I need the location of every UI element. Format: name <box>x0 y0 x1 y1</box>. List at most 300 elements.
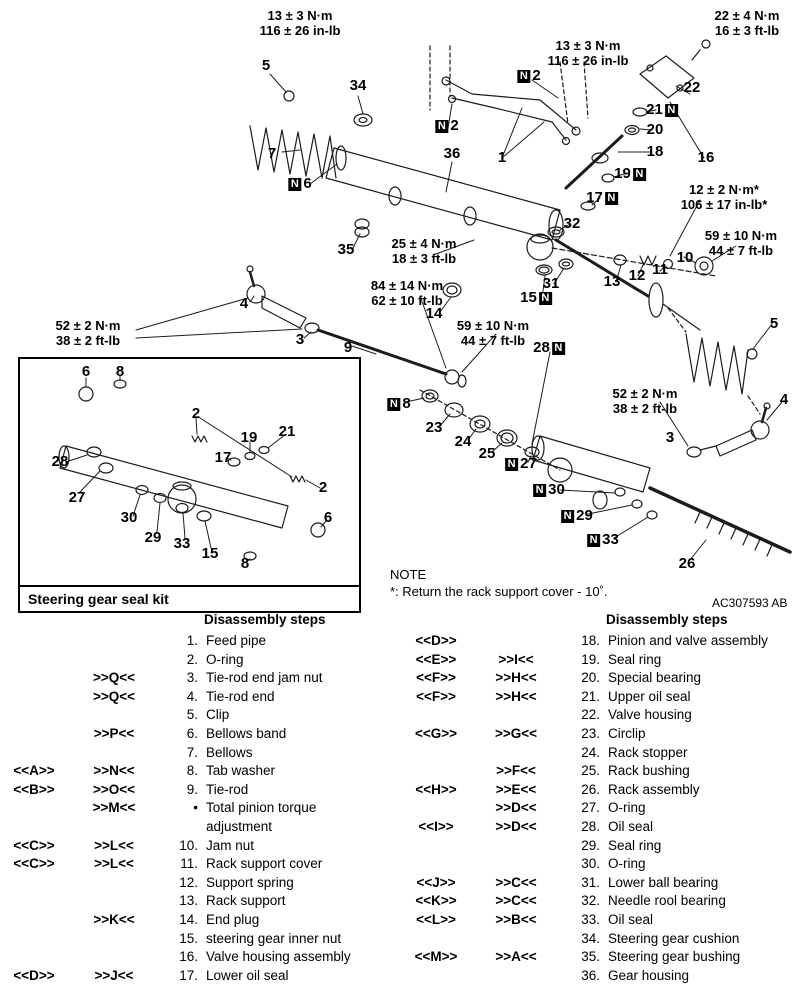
item-name: Tie-rod end <box>206 688 275 704</box>
new-part-marker: N <box>533 484 546 497</box>
item-name: Valve housing <box>608 707 692 723</box>
item-number: 25. <box>581 763 600 779</box>
item-number: 6. <box>186 725 198 741</box>
parts-list-row <box>404 762 803 781</box>
torque-label: 59 ± 10 N·m 44 ± 7 ft-lb <box>456 318 530 348</box>
callout-15 <box>202 546 219 562</box>
item-name: Feed pipe <box>206 633 267 648</box>
callout-1 <box>498 150 506 166</box>
item-name: Tie-rod <box>206 781 249 797</box>
step-pre-marker: <<G>> <box>414 725 458 741</box>
step-post-marker: >>E<< <box>495 781 537 797</box>
step-post-marker: >>H<< <box>495 688 537 704</box>
step-pre-marker: <<H>> <box>415 781 457 797</box>
callout-6 <box>288 176 311 192</box>
callout-number: 36 <box>443 145 461 162</box>
step-pre-marker <box>404 799 468 818</box>
step-pre-marker <box>2 651 66 670</box>
parts-list-row <box>404 651 803 670</box>
callout-11 <box>652 262 668 278</box>
item-number: 7. <box>186 744 198 760</box>
item-name: End plug <box>206 911 260 927</box>
callout-6 <box>324 510 332 526</box>
item-number: 24. <box>581 744 600 760</box>
item-number: 21. <box>581 688 600 704</box>
torque-label: 25 ± 4 N·m 18 ± 3 ft-lb <box>391 236 457 266</box>
callout-number: 26 <box>678 555 696 572</box>
step-pre-marker: <<J>> <box>416 874 456 890</box>
step-pre-marker: <<D>> <box>415 633 457 648</box>
step-pre-marker: <<F>> <box>416 688 456 704</box>
callout-number: 11 <box>652 261 668 278</box>
callout-24 <box>455 434 472 450</box>
callout-36 <box>444 146 461 162</box>
step-post-marker: >>D<< <box>495 818 537 834</box>
parts-list-left-rows <box>2 632 402 985</box>
item-name: Rack stopper <box>608 744 688 760</box>
step-pre-marker <box>2 948 66 967</box>
item-name: Rack support cover <box>206 856 323 872</box>
step-post-marker: >>P<< <box>93 725 135 741</box>
item-name: Oil seal <box>608 818 654 834</box>
callout-number: 3 <box>665 429 675 446</box>
parts-list-row <box>404 948 803 967</box>
step-pre-marker: <<I>> <box>418 818 454 834</box>
step-pre-marker <box>2 688 66 707</box>
item-number: 9. <box>186 781 198 797</box>
step-pre-marker: <<B>> <box>13 781 55 797</box>
parts-list-left <box>2 610 402 985</box>
parts-list-row <box>2 799 402 836</box>
callout-21 <box>646 102 678 118</box>
item-number: 14. <box>179 911 198 927</box>
step-pre-marker <box>2 930 66 949</box>
step-post-marker: >>L<< <box>94 856 134 872</box>
callout-2 <box>517 68 540 84</box>
parts-list-row <box>2 725 402 744</box>
callout-17 <box>586 190 618 206</box>
inset-caption: Steering gear seal kit <box>20 585 359 611</box>
callout-number: 6 <box>303 175 312 192</box>
item-number: 12. <box>179 874 198 890</box>
callout-number: 3 <box>295 331 305 348</box>
parts-list-row <box>2 855 402 874</box>
parts-list-row <box>2 706 402 725</box>
callout-9 <box>344 340 352 356</box>
step-post-marker <box>484 632 548 651</box>
item-name: Lower ball bearing <box>608 874 719 890</box>
item-number: 23. <box>581 725 600 741</box>
item-name: O-ring <box>206 651 244 667</box>
item-number: 29. <box>581 837 600 853</box>
parts-list-row <box>404 781 803 800</box>
step-post-marker <box>484 744 548 763</box>
torque-label: 84 ± 14 N·m 62 ± 10 ft-lb <box>370 278 444 308</box>
item-number: 34. <box>581 930 600 946</box>
item-number: 5. <box>186 707 198 723</box>
step-pre-marker: <<E>> <box>415 651 457 667</box>
callout-20 <box>647 122 664 138</box>
callout-number: 1 <box>497 149 507 166</box>
step-post-marker <box>82 632 146 651</box>
callout-number: 2 <box>191 405 201 422</box>
callout-number: 27 <box>520 455 537 472</box>
callout-15 <box>520 290 552 306</box>
parts-list-row <box>2 688 402 707</box>
callout-8 <box>241 556 249 572</box>
step-post-marker: >>O<< <box>92 781 136 797</box>
callout-33 <box>587 532 619 548</box>
callout-29 <box>145 530 162 546</box>
callout-number: 4 <box>239 295 249 312</box>
parts-list-row <box>2 930 402 949</box>
step-post-marker <box>484 837 548 856</box>
callout-number: 28 <box>533 339 550 356</box>
callout-number: 17 <box>214 449 232 466</box>
parts-list-row <box>404 967 803 986</box>
callout-number: 19 <box>614 165 631 182</box>
item-number: • <box>193 800 198 816</box>
step-post-marker: >>I<< <box>498 651 534 667</box>
step-post-marker <box>82 651 146 670</box>
step-pre-marker: <<C>> <box>13 856 55 872</box>
callout-number: 10 <box>676 249 694 266</box>
callout-17 <box>215 450 232 466</box>
parts-list-row <box>404 744 803 763</box>
parts-list-row <box>2 837 402 856</box>
step-pre-marker <box>2 911 66 930</box>
callout-21 <box>279 424 296 440</box>
callout-2 <box>319 480 327 496</box>
item-name: Seal ring <box>608 837 662 853</box>
step-post-marker: >>F<< <box>496 763 536 779</box>
callout-number: 29 <box>576 507 593 524</box>
callout-number: 14 <box>425 305 443 322</box>
callout-number: 33 <box>173 535 191 552</box>
note-title: NOTE <box>390 567 427 582</box>
new-part-marker: N <box>633 168 646 181</box>
item-name: Circlip <box>608 725 646 741</box>
new-part-marker: N <box>288 178 301 191</box>
callout-16 <box>698 150 715 166</box>
new-part-marker: N <box>561 510 574 523</box>
callout-5 <box>262 58 270 74</box>
step-pre-marker: <<F>> <box>416 670 456 686</box>
new-part-marker: N <box>552 342 565 355</box>
step-post-marker <box>82 948 146 967</box>
callout-3 <box>666 430 674 446</box>
step-pre-marker: <<C>> <box>13 837 55 853</box>
item-number: 28. <box>581 818 600 834</box>
item-name: Jam nut <box>206 837 255 853</box>
parts-list-row <box>404 911 803 930</box>
parts-list-left-header: Disassembly steps <box>204 612 326 627</box>
parts-list-row <box>2 744 402 763</box>
callout-number: 16 <box>697 149 715 166</box>
step-pre-marker <box>404 762 468 781</box>
callout-number: 29 <box>144 529 162 546</box>
step-post-marker <box>82 930 146 949</box>
callout-number: 7 <box>267 145 277 162</box>
torque-label: 13 ± 3 N·m 116 ± 26 in-lb <box>259 8 341 38</box>
callout-8 <box>387 396 410 412</box>
callout-number: 18 <box>646 143 664 160</box>
item-name: Total pinion torque adjustment <box>206 800 317 834</box>
step-pre-marker <box>2 744 66 763</box>
step-post-marker: >>C<< <box>495 874 537 890</box>
parts-list-right <box>404 610 803 985</box>
item-name: Steering gear bushing <box>608 949 741 965</box>
parts-list-row <box>2 632 402 651</box>
step-post-marker <box>82 744 146 763</box>
item-number: 18. <box>581 633 600 648</box>
item-number: 10. <box>179 837 198 853</box>
callout-28 <box>533 340 565 356</box>
callout-number: 28 <box>51 453 69 470</box>
item-name: Special bearing <box>608 670 702 686</box>
callout-18 <box>647 144 664 160</box>
step-post-marker <box>484 855 548 874</box>
item-number: 11. <box>180 856 198 872</box>
step-post-marker: >>L<< <box>94 837 134 853</box>
step-pre-marker <box>404 706 468 725</box>
item-number: 30. <box>581 856 600 872</box>
item-name: Bellows band <box>206 725 287 741</box>
callout-32 <box>564 216 581 232</box>
callout-27 <box>505 456 537 472</box>
callout-number: 13 <box>603 273 621 290</box>
parts-list-row <box>404 725 803 744</box>
item-name: steering gear inner nut <box>206 930 342 946</box>
item-name: Rack bushing <box>608 763 690 779</box>
callout-6 <box>82 364 90 380</box>
callout-number: 5 <box>769 315 779 332</box>
callout-number: 6 <box>81 363 91 380</box>
callout-number: 8 <box>240 555 250 572</box>
parts-list-right-header: Disassembly steps <box>606 612 728 627</box>
callout-34 <box>350 78 367 94</box>
torque-label: 59 ± 10 N·m 44 ± 7 ft-lb <box>704 228 778 258</box>
new-part-marker: N <box>505 458 518 471</box>
item-name: Steering gear cushion <box>608 930 740 946</box>
parts-list-row <box>404 855 803 874</box>
new-part-marker: N <box>435 120 448 133</box>
new-part-marker: N <box>605 192 618 205</box>
callout-12 <box>629 268 646 284</box>
item-name: Rack support <box>206 893 286 909</box>
item-name: O-ring <box>608 856 646 872</box>
parts-list-right-rows <box>404 632 803 985</box>
callout-number: 5 <box>261 57 271 74</box>
note-text: *: Return the rack support cover - 10˚. <box>390 584 608 599</box>
callout-5 <box>770 316 778 332</box>
step-post-marker: >>H<< <box>495 670 537 686</box>
step-post-marker <box>484 930 548 949</box>
callout-number: 24 <box>454 433 472 450</box>
parts-list-row <box>2 892 402 911</box>
callout-number: 17 <box>586 189 603 206</box>
callout-number: 20 <box>646 121 664 138</box>
callout-28 <box>52 454 69 470</box>
torque-label: 22 ± 4 N·m 16 ± 3 ft-lb <box>714 8 780 38</box>
callout-30 <box>533 482 565 498</box>
item-name: Gear housing <box>608 967 690 983</box>
callout-25 <box>479 446 496 462</box>
parts-list-row <box>2 874 402 893</box>
step-post-marker: >>M<< <box>92 800 136 816</box>
callout-27 <box>69 490 86 506</box>
callout-number: 2 <box>532 67 541 84</box>
step-post-marker: >>Q<< <box>92 688 136 704</box>
callout-number: 32 <box>563 215 581 232</box>
step-pre-marker <box>2 725 66 744</box>
step-post-marker: >>Q<< <box>92 670 136 686</box>
item-name: Seal ring <box>608 651 662 667</box>
step-post-marker: >>C<< <box>495 893 537 909</box>
callout-2 <box>192 406 200 422</box>
item-number: 17. <box>179 967 198 983</box>
callout-8 <box>116 364 124 380</box>
callout-number: 12 <box>628 267 646 284</box>
parts-list-row <box>404 706 803 725</box>
item-name: Valve housing assembly <box>206 949 351 965</box>
item-name: Needle rool bearing <box>608 893 726 909</box>
callout-number: 23 <box>425 419 443 436</box>
callout-number: 30 <box>120 509 138 526</box>
step-post-marker: >>N<< <box>93 763 135 779</box>
item-number: 2. <box>186 651 198 667</box>
callout-number: 15 <box>520 289 537 306</box>
step-pre-marker <box>404 967 468 986</box>
item-number: 16. <box>179 949 198 965</box>
parts-list-row <box>404 688 803 707</box>
step-pre-marker: <<D>> <box>13 967 55 983</box>
callout-number: 31 <box>542 275 560 292</box>
callout-23 <box>426 420 443 436</box>
item-number: 8. <box>186 763 198 779</box>
parts-list-row <box>404 669 803 688</box>
item-number: 36. <box>581 967 600 983</box>
parts-list-row <box>2 669 402 688</box>
parts-list-row <box>2 651 402 670</box>
new-part-marker: N <box>587 534 600 547</box>
item-number: 20. <box>581 670 600 686</box>
parts-list-row <box>404 818 803 837</box>
item-name: Tie-rod end jam nut <box>206 670 323 686</box>
note-block <box>390 566 607 600</box>
item-name: Tab washer <box>206 763 276 779</box>
item-number: 3. <box>186 670 198 686</box>
parts-list-row <box>2 967 402 986</box>
item-name: Rack assembly <box>608 781 700 797</box>
callout-13 <box>604 274 621 290</box>
new-part-marker: N <box>517 70 530 83</box>
step-post-marker <box>484 706 548 725</box>
callout-number: 9 <box>343 339 353 356</box>
step-post-marker: >>J<< <box>94 967 134 983</box>
figure-ref-code: AC307593 AB <box>712 596 788 610</box>
item-name: Lower oil seal <box>206 967 289 983</box>
callout-number: 2 <box>450 117 459 134</box>
step-post-marker: >>K<< <box>93 911 135 927</box>
parts-list-row <box>404 930 803 949</box>
callout-10 <box>677 250 694 266</box>
step-post-marker: >>A<< <box>495 949 537 965</box>
torque-label: 12 ± 2 N·m* 106 ± 17 in-lb* <box>680 182 768 212</box>
callout-number: 8 <box>402 395 411 412</box>
parts-list-row <box>404 892 803 911</box>
step-pre-marker <box>2 892 66 911</box>
callout-33 <box>174 536 191 552</box>
callout-2 <box>435 118 458 134</box>
item-name: Oil seal <box>608 911 654 927</box>
torque-label: 52 ± 2 N·m 38 ± 2 ft-lb <box>612 386 678 416</box>
new-part-marker: N <box>665 104 678 117</box>
step-pre-marker: <<L>> <box>416 911 456 927</box>
item-number: 27. <box>581 800 600 816</box>
callout-22 <box>684 80 701 96</box>
parts-list-row <box>2 948 402 967</box>
step-pre-marker: <<A>> <box>13 763 55 779</box>
parts-list-row <box>404 799 803 818</box>
callout-number: 33 <box>602 531 619 548</box>
item-name: Support spring <box>206 874 294 890</box>
callout-number: 8 <box>115 363 125 380</box>
callout-number: 21 <box>278 423 296 440</box>
item-name: Pinion and valve assembly <box>608 633 768 648</box>
item-number: 13. <box>179 893 198 909</box>
step-pre-marker <box>2 669 66 688</box>
callout-number: 22 <box>683 79 701 96</box>
callout-number: 34 <box>349 77 367 94</box>
callout-4 <box>780 392 788 408</box>
callout-number: 19 <box>240 429 258 446</box>
callout-19 <box>614 166 646 182</box>
step-post-marker: >>G<< <box>494 725 538 741</box>
callout-4 <box>240 296 248 312</box>
parts-list-row <box>404 874 803 893</box>
item-name: Bellows <box>206 744 253 760</box>
item-name: O-ring <box>608 800 646 816</box>
callout-14 <box>426 306 443 322</box>
callout-29 <box>561 508 593 524</box>
item-number: 15. <box>179 930 198 946</box>
step-pre-marker <box>404 855 468 874</box>
item-number: 31. <box>581 874 600 890</box>
callout-30 <box>121 510 138 526</box>
step-post-marker <box>484 967 548 986</box>
new-part-marker: N <box>387 398 400 411</box>
step-post-marker <box>82 874 146 893</box>
callout-number: 30 <box>548 481 565 498</box>
item-number: 32. <box>581 893 600 909</box>
callout-7 <box>268 146 276 162</box>
callout-number: 35 <box>337 241 355 258</box>
step-post-marker: >>B<< <box>495 911 537 927</box>
item-name: Upper oil seal <box>608 688 691 704</box>
step-pre-marker <box>2 874 66 893</box>
step-pre-marker: <<K>> <box>415 893 457 909</box>
new-part-marker: N <box>539 292 552 305</box>
step-post-marker <box>82 706 146 725</box>
callout-3 <box>296 332 304 348</box>
callout-number: 21 <box>646 101 663 118</box>
parts-list-row <box>2 781 402 800</box>
item-number: 4. <box>186 688 198 704</box>
item-number: 1. <box>186 633 198 648</box>
parts-list-row <box>404 632 803 651</box>
callout-number: 27 <box>68 489 86 506</box>
